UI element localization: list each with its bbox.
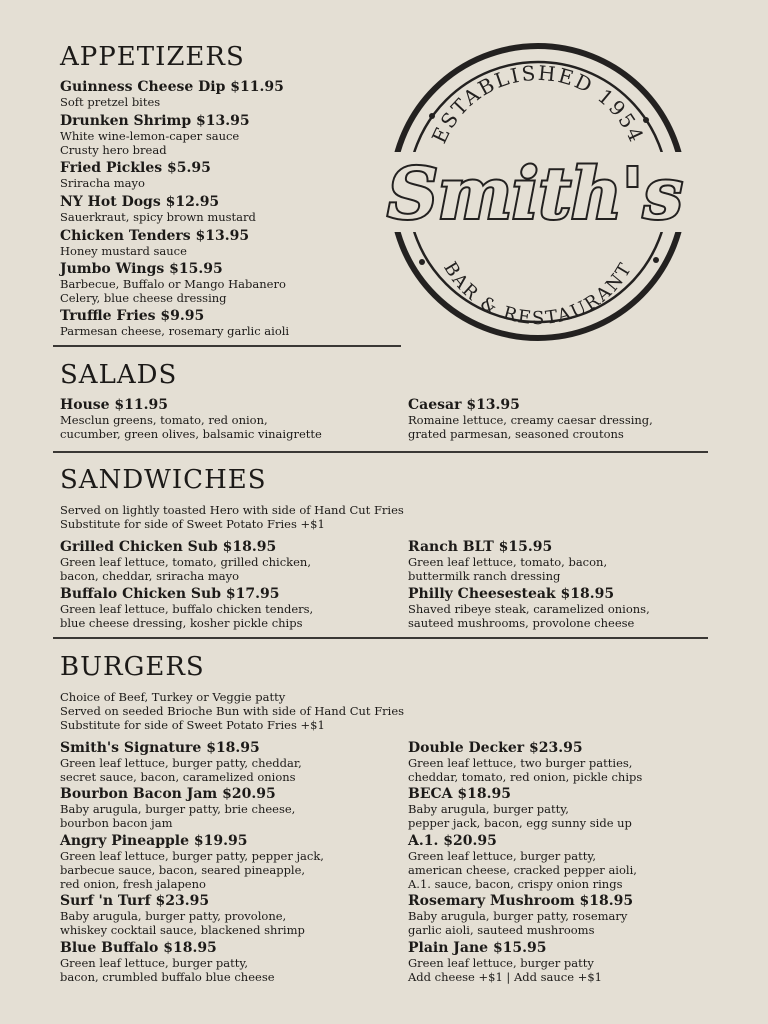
menu-item xyxy=(60,262,390,305)
item-desc: secret sauce, bacon, caramelized onions xyxy=(60,770,296,784)
item-name: Rosemary Mushroom $18.95 xyxy=(408,893,634,909)
item-desc: sauteed mushrooms, provolone cheese xyxy=(408,616,635,630)
item-name: Fried Pickles $5.95 xyxy=(60,160,211,176)
sandwiches-note: Served on lightly toasted Hero with side of Hand Cut Fries xyxy=(60,503,404,517)
item-desc: Honey mustard sauce xyxy=(60,244,187,258)
menu-item xyxy=(60,398,390,441)
item-desc: Baby arugula, burger patty, xyxy=(408,802,569,816)
item-desc: Romaine lettuce, creamy caesar dressing, xyxy=(408,413,653,427)
item-name: Smith's Signature $18.95 xyxy=(60,740,260,756)
item-desc: Green leaf lettuce, burger patty, xyxy=(408,849,596,863)
item-desc: pepper jack, bacon, egg sunny side up xyxy=(408,816,632,830)
item-name: Truffle Fries $9.95 xyxy=(60,308,205,324)
item-desc: Shaved ribeye steak, caramelized onions, xyxy=(408,602,650,616)
item-desc: Mesclun greens, tomato, red onion, xyxy=(60,413,268,427)
item-name: Ranch BLT $15.95 xyxy=(408,539,553,555)
menu-item xyxy=(408,398,738,441)
burgers-note: Substitute for side of Sweet Potato Fries +$1 xyxy=(60,718,325,732)
item-desc: bacon, cheddar, sriracha mayo xyxy=(60,569,240,583)
item-desc: cucumber, green olives, balsamic vinaigrette xyxy=(60,427,322,441)
menu-item xyxy=(60,587,390,630)
menu-item xyxy=(60,80,390,109)
item-desc: grated parmesan, seasoned croutons xyxy=(408,427,624,441)
menu-item xyxy=(60,540,390,583)
item-desc: Celery, blue cheese dressing xyxy=(60,291,227,305)
burgers-note: Choice of Beef, Turkey or Veggie patty xyxy=(60,690,286,704)
item-desc: Green leaf lettuce, tomato, grilled chicken, xyxy=(60,555,311,569)
item-desc: Barbecue, Buffalo or Mango Habanero xyxy=(60,277,286,291)
item-desc: bourbon bacon jam xyxy=(60,816,173,830)
item-name: Caesar $13.95 xyxy=(408,397,520,413)
menu-item xyxy=(60,941,390,984)
menu-item xyxy=(60,894,390,937)
section-divider xyxy=(53,345,401,347)
item-name: Jumbo Wings $15.95 xyxy=(60,261,223,277)
item-desc: A.1. sauce, bacon, crispy onion rings xyxy=(408,877,623,891)
item-desc: american cheese, cracked pepper aioli, xyxy=(408,863,637,877)
logo-top-text: ESTABLISHED 1954 xyxy=(426,60,650,147)
smiths-logo xyxy=(370,40,700,350)
item-name: Blue Buffalo $18.95 xyxy=(60,940,217,956)
item-name: Plain Jane $15.95 xyxy=(408,940,547,956)
item-desc: cheddar, tomato, red onion, pickle chips xyxy=(408,770,643,784)
menu-item xyxy=(60,834,390,891)
item-name: Bourbon Bacon Jam $20.95 xyxy=(60,786,276,802)
item-name: Grilled Chicken Sub $18.95 xyxy=(60,539,277,555)
item-name: Surf 'n Turf $23.95 xyxy=(60,893,210,909)
item-name: Buffalo Chicken Sub $17.95 xyxy=(60,586,280,602)
sandwiches-title: SANDWICHES xyxy=(60,465,267,495)
salads-title: SALADS xyxy=(60,360,178,390)
sandwiches-note: Substitute for side of Sweet Potato Fries +$1 xyxy=(60,517,325,531)
item-desc: Soft pretzel bites xyxy=(60,95,161,109)
menu-item xyxy=(60,229,390,258)
burgers-note: Served on seeded Brioche Bun with side of Hand Cut Fries xyxy=(60,704,405,718)
section-divider xyxy=(53,451,708,453)
item-desc: Baby arugula, burger patty, brie cheese, xyxy=(60,802,296,816)
menu-item xyxy=(60,195,390,224)
item-name: A.1. $20.95 xyxy=(408,833,497,849)
menu-item xyxy=(408,834,738,891)
menu-item xyxy=(408,741,738,784)
item-desc: whiskey cocktail sauce, blackened shrimp xyxy=(60,923,305,937)
item-name: Philly Cheesesteak $18.95 xyxy=(408,586,615,602)
item-desc: Crusty hero bread xyxy=(60,143,167,157)
menu-item xyxy=(408,894,738,937)
item-desc: Sriracha mayo xyxy=(60,176,145,190)
menu-item xyxy=(60,161,390,190)
item-desc: red onion, fresh jalapeno xyxy=(60,877,206,891)
menu-item xyxy=(60,787,390,830)
item-name: House $11.95 xyxy=(60,397,168,413)
item-name: Chicken Tenders $13.95 xyxy=(60,228,250,244)
item-desc: White wine-lemon-caper sauce xyxy=(60,129,240,143)
item-desc: Green leaf lettuce, burger patty, xyxy=(60,956,248,970)
item-desc: Green leaf lettuce, burger patty, pepper jack, xyxy=(60,849,324,863)
menu-item xyxy=(60,741,390,784)
logo-name: Smith's xyxy=(387,152,683,235)
item-desc: blue cheese dressing, kosher pickle chips xyxy=(60,616,303,630)
item-desc: Green leaf lettuce, burger patty xyxy=(408,956,594,970)
item-desc: buttermilk ranch dressing xyxy=(408,569,561,583)
item-name: Guinness Cheese Dip $11.95 xyxy=(60,79,284,95)
menu-item xyxy=(60,309,390,338)
menu-item xyxy=(408,941,738,984)
item-name: Drunken Shrimp $13.95 xyxy=(60,113,250,129)
menu-item xyxy=(408,587,738,630)
menu-item xyxy=(408,787,738,830)
logo-bottom-text: BAR & RESTAURANT xyxy=(439,258,637,330)
item-desc: Add cheese +$1 | Add sauce +$1 xyxy=(408,970,602,984)
item-desc: Green leaf lettuce, two burger patties, xyxy=(408,756,633,770)
item-desc: barbecue sauce, bacon, seared pineapple, xyxy=(60,863,306,877)
item-desc: Baby arugula, burger patty, rosemary xyxy=(408,909,628,923)
menu-item xyxy=(408,540,738,583)
item-desc: Baby arugula, burger patty, provolone, xyxy=(60,909,287,923)
appetizers-title: APPETIZERS xyxy=(60,42,245,72)
item-name: Angry Pineapple $19.95 xyxy=(60,833,248,849)
section-divider xyxy=(53,637,708,639)
item-name: Double Decker $23.95 xyxy=(408,740,583,756)
menu-item xyxy=(60,114,390,157)
item-name: NY Hot Dogs $12.95 xyxy=(60,194,220,210)
item-desc: Green leaf lettuce, burger patty, cheddar, xyxy=(60,756,302,770)
item-desc: bacon, crumbled buffalo blue cheese xyxy=(60,970,275,984)
item-desc: Green leaf lettuce, buffalo chicken tenders, xyxy=(60,602,314,616)
item-desc: garlic aioli, sauteed mushrooms xyxy=(408,923,595,937)
burgers-title: BURGERS xyxy=(60,652,205,682)
item-name: BECA $18.95 xyxy=(408,786,511,802)
item-desc: Green leaf lettuce, tomato, bacon, xyxy=(408,555,608,569)
item-desc: Sauerkraut, spicy brown mustard xyxy=(60,210,256,224)
item-desc: Parmesan cheese, rosemary garlic aioli xyxy=(60,324,290,338)
